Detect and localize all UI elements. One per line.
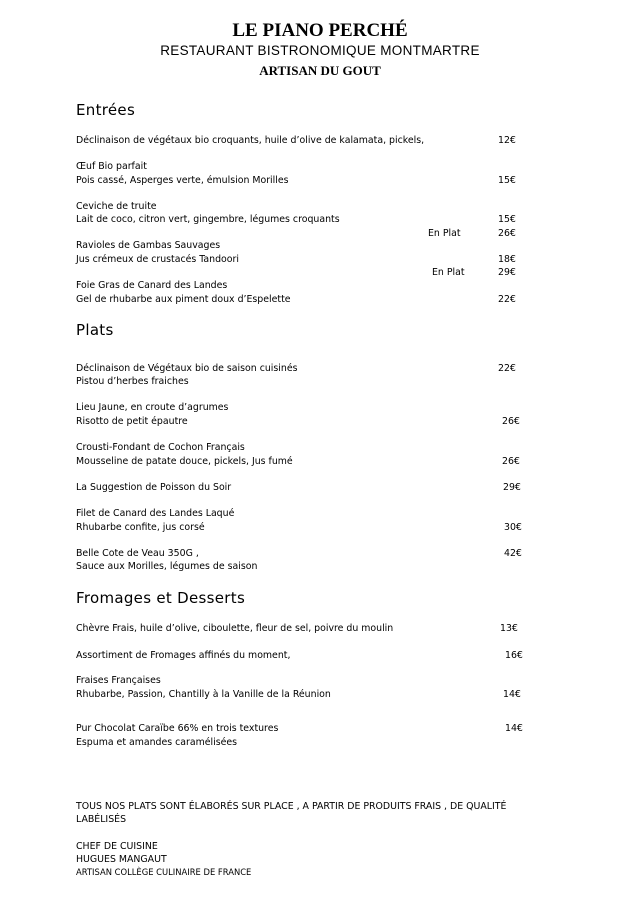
entree-4-name: Ravioles de Gambas Sauvages xyxy=(76,240,221,251)
dessert-4-name: Pur Chocolat Caraïbe 66% en trois textures xyxy=(76,723,279,734)
plat-1-name: Déclinaison de Végétaux bio de saison cuisinés xyxy=(76,363,298,374)
plat-1-description: Pistou d’herbes fraiches xyxy=(76,376,189,387)
entree-3-price: 15€ xyxy=(498,214,516,225)
dessert-3-name: Fraises Françaises xyxy=(76,675,161,686)
footer-notice-line1: TOUS NOS PLATS SONT ÉLABORÉS SUR PLACE , A PARTIR DE PRODUITS FRAIS , DE QUALITÉ xyxy=(76,801,507,812)
entree-5-name: Foie Gras de Canard des Landes xyxy=(76,280,228,291)
entree-3-plat-label: En Plat xyxy=(428,228,461,239)
entree-4-plat-label: En Plat xyxy=(432,267,465,278)
entree-2-name: Œuf Bio parfait xyxy=(76,161,147,172)
plat-4-name: La Suggestion de Poisson du Soir xyxy=(76,482,232,493)
entree-5-price: 22€ xyxy=(498,294,516,305)
chef-name: HUGUES MANGAUT xyxy=(76,854,167,865)
plat-3-price: 26€ xyxy=(502,456,520,467)
dessert-1-name: Chèvre Frais, huile d’olive, ciboulette, fleur de sel, poivre du moulin xyxy=(76,623,394,634)
dessert-2-price: 16€ xyxy=(505,650,523,661)
section-heading-entrees: Entrées xyxy=(76,101,136,119)
entree-2-price: 15€ xyxy=(498,175,516,186)
entree-1-price: 12€ xyxy=(498,135,516,146)
dessert-3-description: Rhubarbe, Passion, Chantilly à la Vanille de la Réunion xyxy=(76,689,331,700)
entree-3-name: Ceviche de truite xyxy=(76,201,157,212)
restaurant-tagline: ARTISAN DU GOUT xyxy=(259,63,381,78)
plat-6-price: 42€ xyxy=(504,548,522,559)
plat-2-name: Lieu Jaune, en croute d’agrumes xyxy=(76,402,229,413)
plat-6-name: Belle Cote de Veau 350G , xyxy=(76,548,199,559)
restaurant-subtitle: RESTAURANT BISTRONOMIQUE MONTMARTRE xyxy=(160,43,480,58)
plat-5-name: Filet de Canard des Landes Laqué xyxy=(76,508,235,519)
entree-4-plat-price: 29€ xyxy=(498,267,516,278)
section-heading-desserts: Fromages et Desserts xyxy=(76,589,246,607)
plat-2-price: 26€ xyxy=(502,416,520,427)
dessert-3-price: 14€ xyxy=(503,689,521,700)
entree-4-price: 18€ xyxy=(498,254,516,265)
plat-4-price: 29€ xyxy=(503,482,521,493)
entree-2-description: Pois cassé, Asperges verte, émulsion Morilles xyxy=(76,175,289,186)
plat-6-description: Sauce aux Morilles, légumes de saison xyxy=(76,561,258,572)
entree-4-description: Jus crémeux de crustacés Tandoori xyxy=(76,254,239,265)
plat-1-price: 22€ xyxy=(498,363,516,374)
plat-5-price: 30€ xyxy=(504,522,522,533)
footer-notice-line2: LABÉLISÉS xyxy=(76,814,127,825)
plat-3-description: Mousseline de patate douce, pickels, Jus fumé xyxy=(76,456,293,467)
entree-3-description: Lait de coco, citron vert, gingembre, légumes croquants xyxy=(76,214,340,225)
dessert-2-name: Assortiment de Fromages affinés du moment, xyxy=(76,650,291,661)
dessert-4-price: 14€ xyxy=(505,723,523,734)
entree-1-name: Déclinaison de végétaux bio croquants, huile d’olive de kalamata, pickels, xyxy=(76,135,425,146)
dessert-1-price: 13€ xyxy=(500,623,518,634)
restaurant-name: LE PIANO PERCHÉ xyxy=(232,20,408,41)
plat-3-name: Crousti-Fondant de Cochon Français xyxy=(76,442,245,453)
section-heading-plats: Plats xyxy=(76,321,114,339)
chef-title: ARTISAN COLLÈGE CULINAIRE DE FRANCE xyxy=(76,867,252,877)
entree-3-plat-price: 26€ xyxy=(498,228,516,239)
plat-5-description: Rhubarbe confite, jus corsé xyxy=(76,522,205,533)
chef-role: CHEF DE CUISINE xyxy=(76,841,158,852)
entree-5-description: Gel de rhubarbe aux piment doux d’Espelette xyxy=(76,294,291,305)
plat-2-description: Risotto de petit épautre xyxy=(76,416,188,427)
dessert-4-description: Espuma et amandes caramélisées xyxy=(76,737,238,748)
